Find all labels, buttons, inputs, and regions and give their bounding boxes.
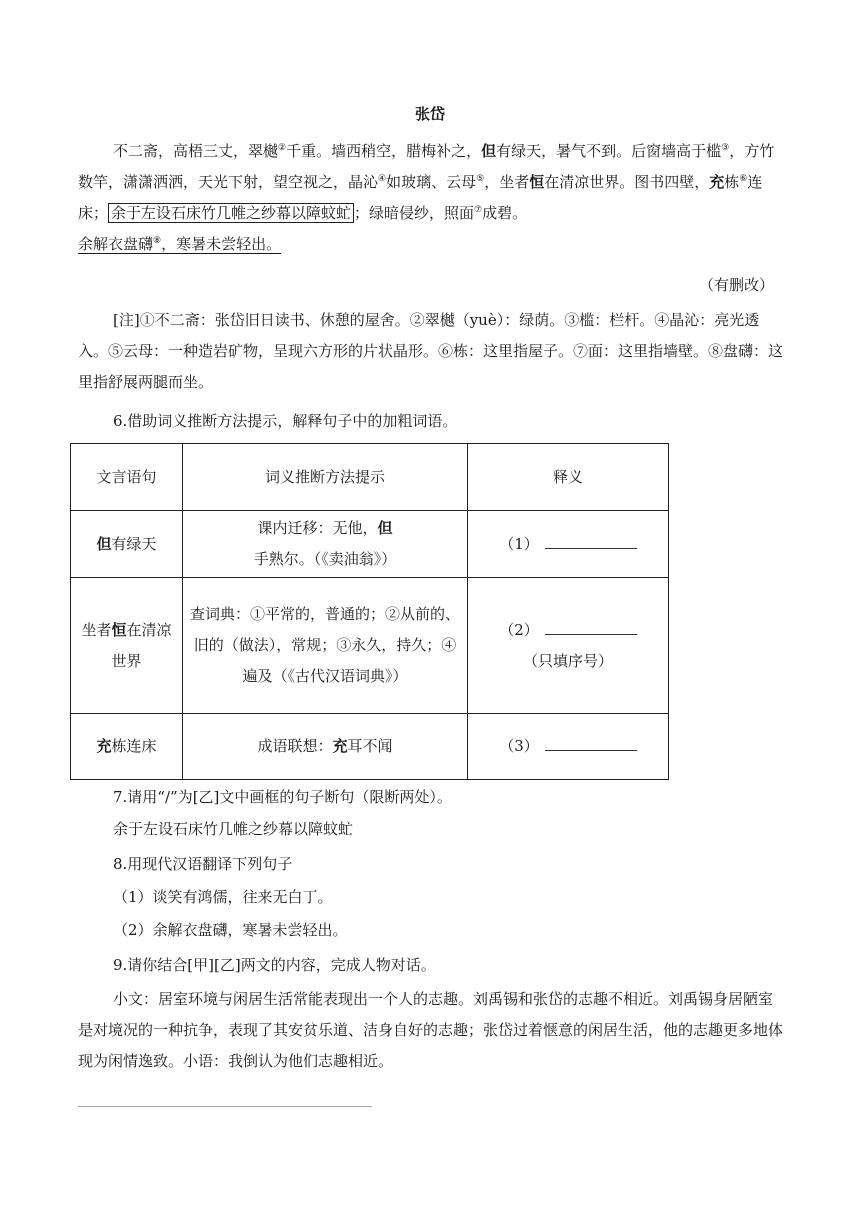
footnote-divider bbox=[78, 1106, 372, 1107]
sentence-cell: 坐者恒在清凉世界 bbox=[71, 578, 183, 714]
answer-cell: （2） （只填序号） bbox=[468, 578, 669, 714]
table-header-cell: 释义 bbox=[468, 444, 669, 511]
table-row bbox=[71, 714, 669, 780]
question-7-prompt: 7.请用“/”为[乙]文中画框的句子断句（限断两处）。 bbox=[113, 788, 452, 806]
hint-cell: 查词典：①平常的，普通的；②从前的、旧的（做法），常规；③永久，持久；④遍及（《古代汉语词典》） bbox=[183, 578, 468, 714]
question-8-item: （1）谈笑有鸿儒，往来无白丁。 bbox=[113, 888, 333, 906]
question-8-item: （2）余解衣盘礴，寒暑未尝轻出。 bbox=[113, 921, 348, 939]
question-6-prompt: 6.借助词义推断方法提示，解释句子中的加粗词语。 bbox=[113, 412, 458, 430]
answer-blank-3[interactable] bbox=[545, 736, 637, 751]
sentence-cell: 充栋连床 bbox=[71, 714, 183, 780]
passage-title: 张岱 bbox=[414, 105, 445, 123]
table-row bbox=[71, 578, 669, 714]
annotation-notes: [注]①不二斋：张岱旧日读书、休憩的屋舍。②翠樾（yuè）：绿荫。③槛：栏杆。④晶沁：亮光透入。⑤云母：一种造岩矿物，呈现六方形的片状晶形。⑥栋：这里指屋子。⑦面：这里指墙壁。⑧盘礴：这里指舒展两腿而坐。 bbox=[78, 311, 784, 391]
question-8-prompt: 8.用现代汉语翻译下列句子 bbox=[113, 855, 293, 873]
table-row bbox=[71, 511, 669, 578]
source-note: （有删改） bbox=[698, 276, 774, 294]
boxed-sentence: 余于左设石床竹几帷之纱幕以障蚊虻 bbox=[108, 203, 354, 223]
hint-cell: 课内迁移：无他，但手熟尔。（《卖油翁》） bbox=[183, 511, 468, 578]
bold-word-chong: 充 bbox=[709, 173, 725, 191]
answer-cell: （1） bbox=[468, 511, 669, 578]
hint-cell: 成语联想：充耳不闻 bbox=[183, 714, 468, 780]
question-9-prompt: 9.请你结合[甲][乙]两文的内容，完成人物对话。 bbox=[113, 956, 436, 974]
table-header-row bbox=[71, 444, 669, 511]
answer-cell: （3） bbox=[468, 714, 669, 780]
underlined-sentence: 余解衣盘礴⑧，寒暑未尝轻出。 bbox=[78, 235, 282, 253]
bold-word-heng: 恒 bbox=[529, 173, 545, 191]
sentence-cell: 但有绿天 bbox=[71, 511, 183, 578]
question-9-dialogue: 小文：居室环境与闲居生活常能表现出一个人的志趣。刘禹锡和张岱的志趣不相近。刘禹锡身居陋室是对境况的一种抗争，表现了其安贫乐道、洁身自好的志趣；张岱过着惬意的闲居生活，他的志趣更多地体现为闲情逸致。小语：我倒认为他们志趣相近。 bbox=[78, 990, 784, 1070]
passage-body: 不二斋，高梧三丈，翠樾②千重。墙西稍空，腊梅补之，但有绿天，暑气不到。后窗墙高于槛③，方竹数竿，潇潇洒洒，天光下射，望空视之，晶沁④如玻璃、云母⑤，坐者恒在清凉世界。图书四壁，充栋⑥连床； 余于左设石床竹几帷之纱幕以障蚊虻 ；绿暗侵纱，照面⑦成碧。 余解衣盘礴⑧，寒暑未尝轻出。 bbox=[78, 142, 775, 253]
table-header-cell: 词义推断方法提示 bbox=[183, 444, 468, 511]
answer-blank-1[interactable] bbox=[545, 534, 637, 549]
answer-blank-2[interactable] bbox=[545, 620, 637, 635]
question-7-sentence: 余于左设石床竹几帷之纱幕以障蚊虻 bbox=[113, 820, 354, 838]
table-header-cell: 文言语句 bbox=[71, 444, 183, 511]
question-6-table bbox=[70, 443, 669, 780]
bold-word-dan: 但 bbox=[481, 142, 497, 160]
